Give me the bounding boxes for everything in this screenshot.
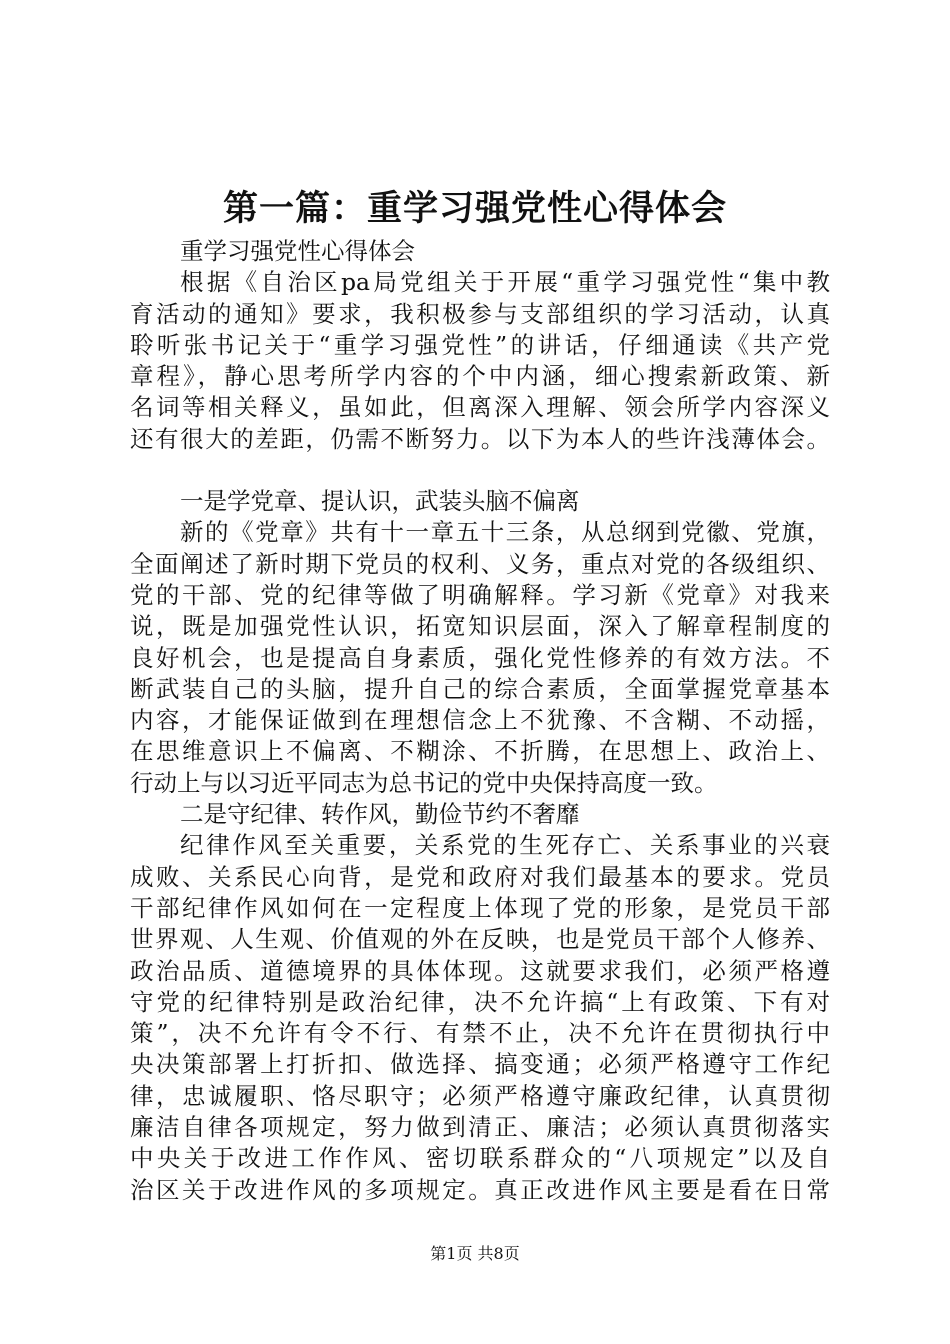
text-line: 治区关于改进作风的多项规定。真正改进作风主要是看在日常 [130, 1175, 830, 1204]
text-line: 重学习强党性心得体会 [180, 237, 415, 265]
text-line: 全面阐述了新时期下党员的权利、义务，重点对党的各级组织、 [130, 549, 830, 578]
text-line: 律，忠诚履职、恪尽职守；必须严格遵守廉政纪律，认真贯彻 [130, 1081, 830, 1110]
text-line: 纪律作风至关重要，关系党的生死存亡、关系事业的兴衰 [180, 831, 830, 860]
text-line: 央决策部署上打折扣、做选择、搞变通；必须严格遵守工作纪 [130, 1050, 830, 1079]
text-line: 二是守纪律、转作风，勤俭节约不奢靡 [180, 800, 580, 829]
text-line: 在思维意识上不偏离、不糊涂、不折腾，在思想上、政治上、 [130, 737, 830, 766]
text-line: 新的《党章》共有十一章五十三条，从总纲到党徽、党旗， [180, 518, 830, 547]
text-line: 行动上与以习近平同志为总书记的党中央保持高度一致。 [130, 768, 718, 797]
text-line: 守党的纪律特别是政治纪律，决不允许搞“上有政策、下有对 [130, 987, 830, 1016]
document-title: 第一篇：重学习强党性心得体会 [222, 188, 727, 229]
text-line: 一是学党章、提认识，武装头脑不偏离 [180, 487, 580, 516]
text-line: 根据《自治区pa局党组关于开展“重学习强党性“集中教 [180, 268, 830, 297]
document-body [130, 236, 830, 1206]
text-line: 良好机会，也是提高自身素质，强化党性修养的有效方法。不 [130, 643, 830, 672]
text-line: 干部纪律作风如何在一定程度上体现了党的形象，是党员干部 [130, 893, 830, 922]
text-line: 章程》，静心思考所学内容的个中内涵，细心搜索新政策、新 [130, 362, 830, 391]
text-line: 断武装自己的头脑，提升自己的综合素质，全面掌握党章基本 [130, 674, 830, 703]
text-line: 世界观、人生观、价值观的外在反映，也是党员干部个人修养、 [130, 925, 830, 954]
text-line: 成败、关系民心向背，是党和政府对我们最基本的要求。党员 [130, 862, 830, 891]
text-line: 策”，决不允许有令不行、有禁不止，决不允许在贯彻执行中 [130, 1019, 830, 1048]
text-line: 内容，才能保证做到在理想信念上不犹豫、不含糊、不动摇， [130, 706, 830, 735]
text-line: 政治品质、道德境界的具体体现。这就要求我们，必须严格遵 [130, 956, 830, 985]
text-line: 还有很大的差距，仍需不断努力。以下为本人的些许浅薄体会。 [130, 424, 830, 453]
text-line: 育活动的通知》要求，我积极参与支部组织的学习活动，认真 [130, 299, 830, 328]
text-line: 名词等相关释义，虽如此，但离深入理解、领会所学内容深义 [130, 393, 830, 422]
text-line: 聆听张书记关于“重学习强党性”的讲话，仔细通读《共产党 [130, 330, 830, 359]
page-footer: 第1页 共8页 [430, 1244, 520, 1263]
text-line: 廉洁自律各项规定，努力做到清正、廉洁；必须认真贯彻落实 [130, 1113, 830, 1142]
paragraph-gap [130, 455, 830, 486]
text-line: 中央关于改进工作作风、密切联系群众的“八项规定”以及自 [130, 1144, 830, 1173]
text-line: 党的干部、党的纪律等做了明确解释。学习新《党章》对我来 [130, 580, 830, 609]
text-line: 说，既是加强党性认识，拓宽知识层面，深入了解章程制度的 [130, 612, 830, 641]
